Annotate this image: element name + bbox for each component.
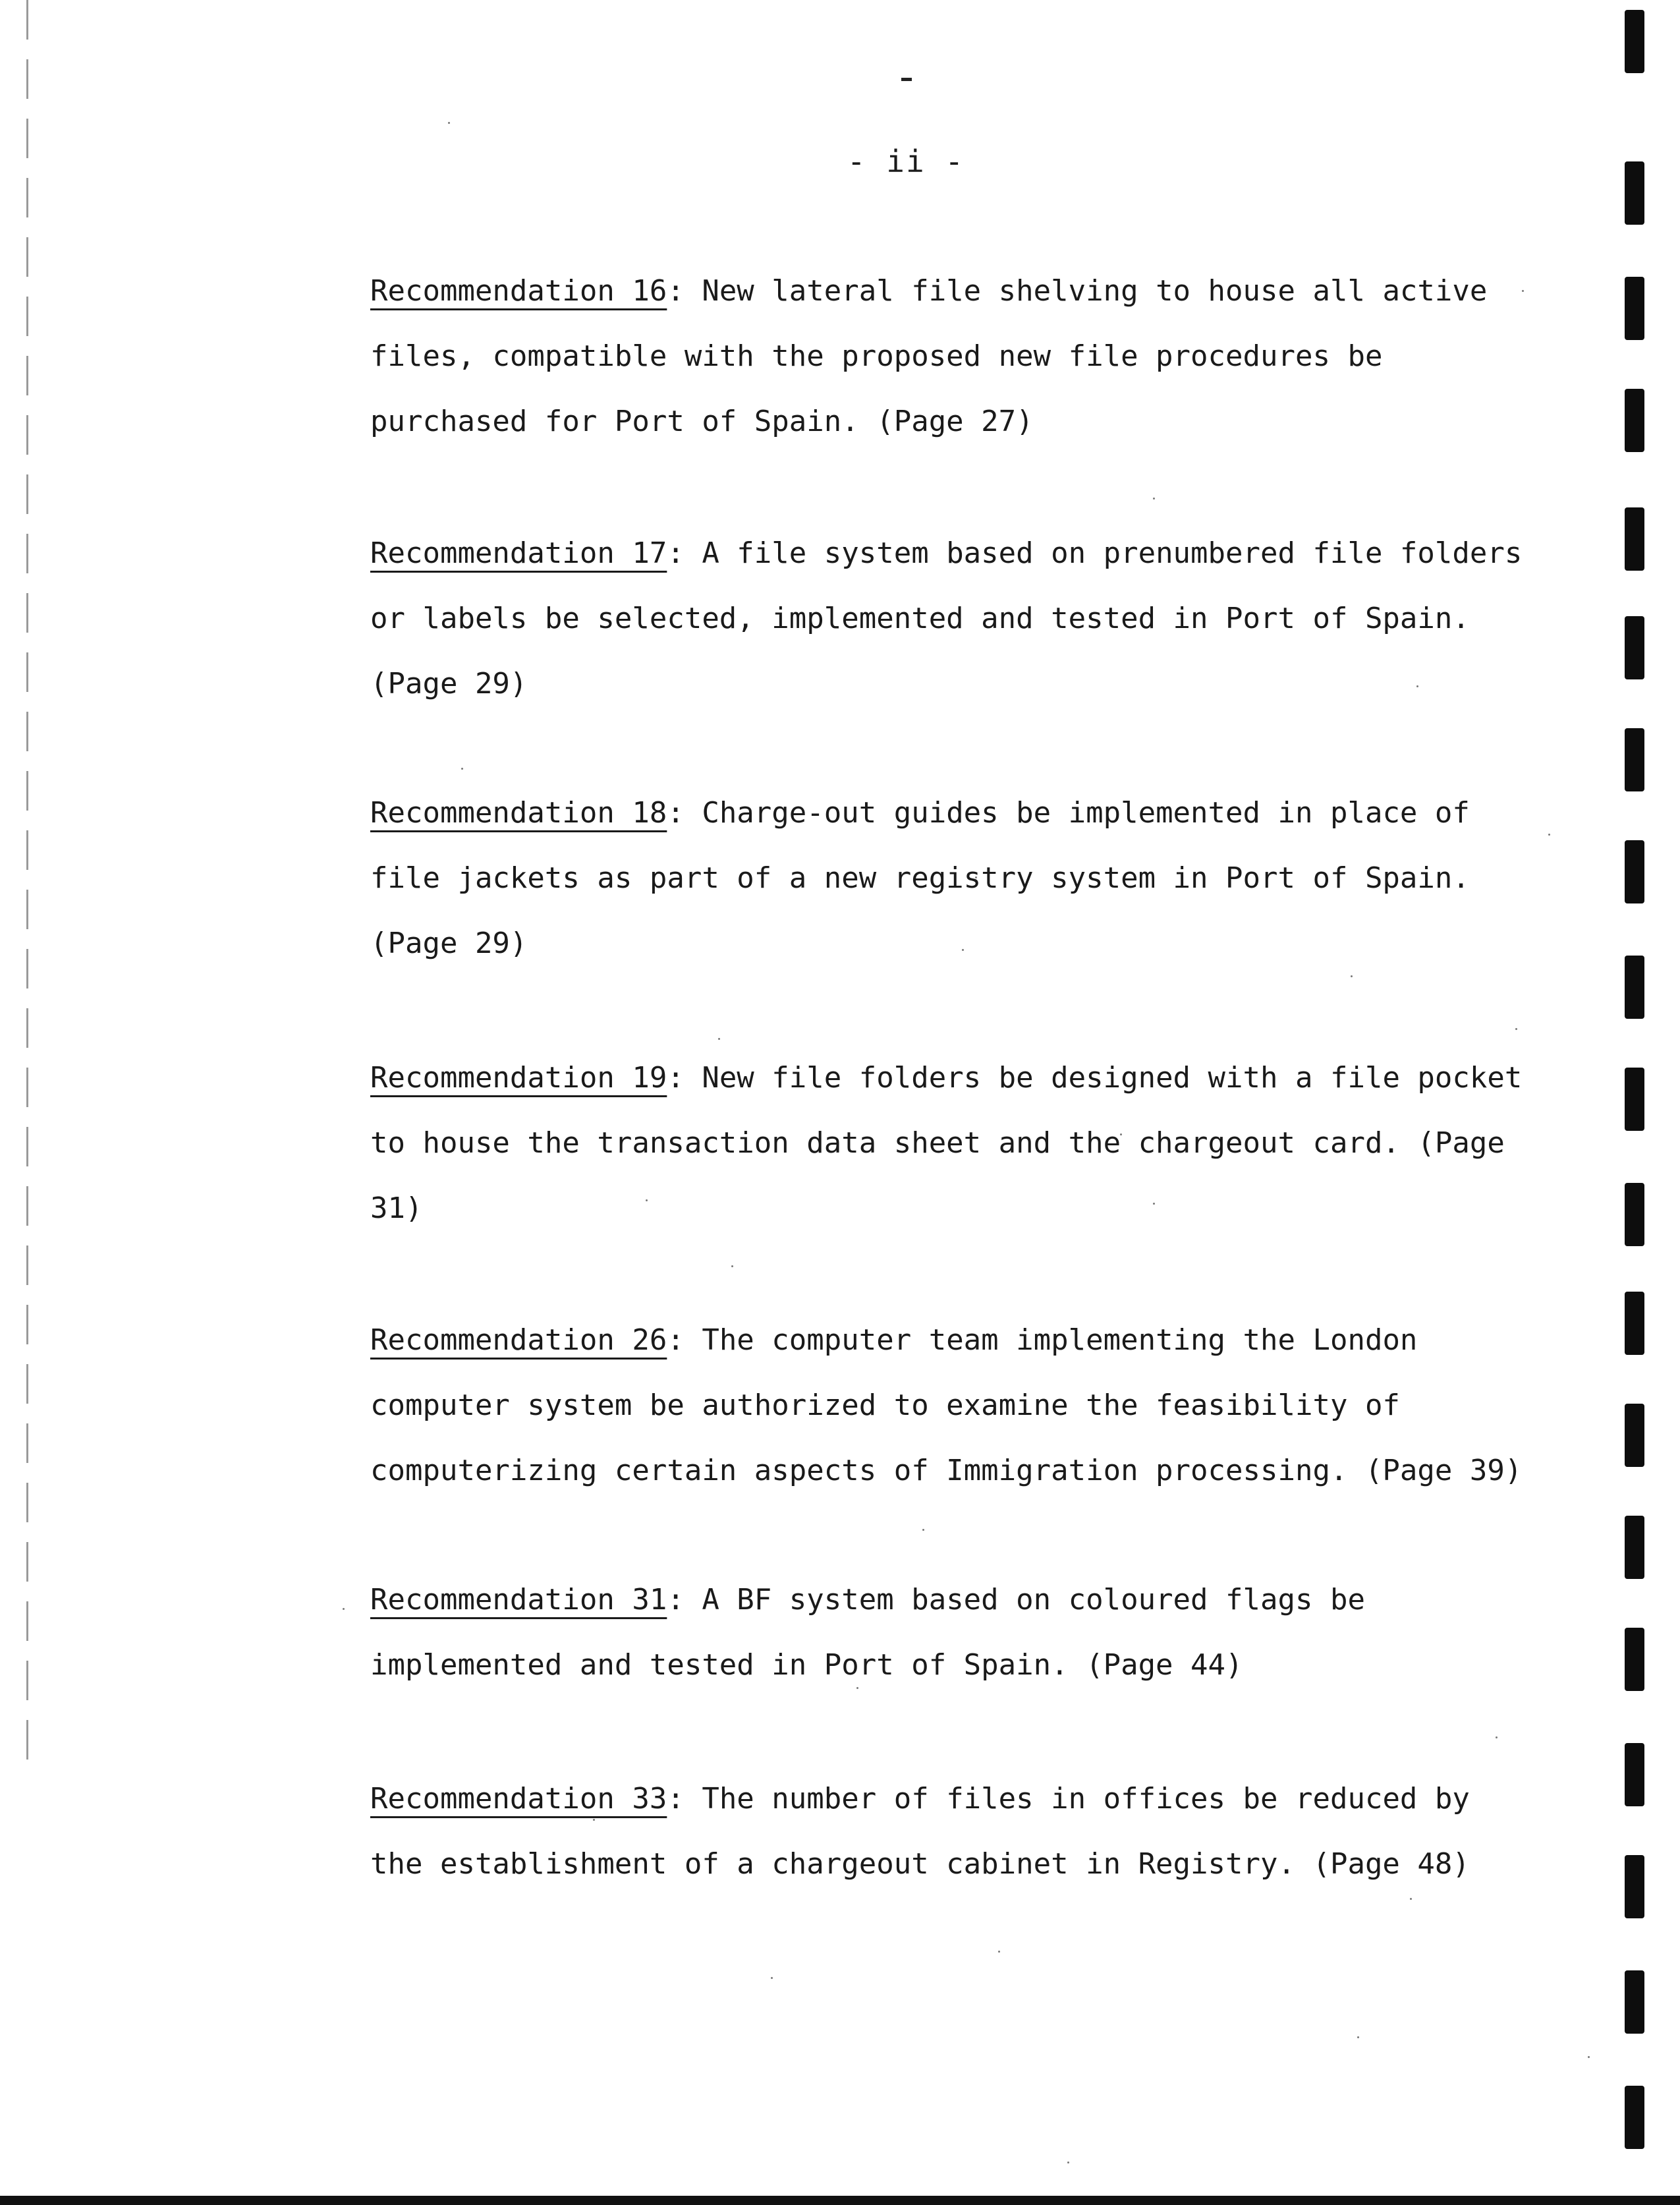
recommendation-text: (Page 29) <box>370 927 528 960</box>
scan-speck <box>448 122 450 124</box>
recommendation-text: implemented and tested in Port of Spain. (Page 44) <box>370 1648 1243 1682</box>
recommendation-first-line <box>370 258 1488 324</box>
recommendation-text: or labels be selected, implemented and tested in Port of Spain. <box>370 602 1470 635</box>
recommendation-text: (Page 29) <box>370 667 528 701</box>
scan-speck <box>718 1038 720 1040</box>
scan-speck <box>1588 2056 1590 2058</box>
recommendation-text: computer system be authorized to examine the feasibility of <box>370 1389 1400 1422</box>
recommendation-text: 31) <box>370 1191 423 1225</box>
recommendation-19 <box>370 1045 1523 1241</box>
punch-mark <box>1625 1743 1644 1806</box>
punch-mark <box>1625 1404 1644 1467</box>
recommendation-text: : Charge-out guides be implemented in place of <box>667 796 1470 830</box>
recommendation-first-line <box>370 1307 1477 1373</box>
punch-mark <box>1625 277 1644 340</box>
punch-mark <box>1625 728 1644 791</box>
scan-speck <box>1548 834 1550 836</box>
recommendation-label: Recommendation 16 <box>370 274 667 308</box>
punch-mark <box>1625 1855 1644 1918</box>
recommendation-text: purchased for Port of Spain. (Page 27) <box>370 405 1034 438</box>
scan-speck <box>1496 1736 1498 1738</box>
recommendation-label: Recommendation 26 <box>370 1323 667 1357</box>
recommendation-text: : The computer team implementing the London <box>667 1323 1418 1357</box>
scan-speck <box>1522 290 1524 292</box>
recommendation-first-line <box>370 780 1477 845</box>
punch-mark <box>1625 389 1644 452</box>
scan-speck <box>1357 2036 1359 2038</box>
scan-speck <box>1410 1898 1412 1900</box>
recommendation-label: Recommendation 31 <box>370 1583 667 1617</box>
punch-mark <box>1625 507 1644 571</box>
recommendation-text: : The number of files in offices be reduced by <box>667 1782 1470 1816</box>
scan-speck <box>461 768 463 770</box>
punch-mark <box>1625 10 1644 73</box>
punch-mark <box>1625 840 1644 903</box>
punch-mark <box>1625 956 1644 1019</box>
scan-speck <box>1153 498 1155 500</box>
scan-speck <box>771 1977 773 1979</box>
scan-bottom-border <box>0 2196 1680 2205</box>
recommendation-text: : A file system based on prenumbered file folders <box>667 536 1523 570</box>
recommendation-16 <box>370 258 1488 454</box>
punch-mark <box>1625 2086 1644 2149</box>
recommendation-first-line <box>370 521 1523 586</box>
scan-speck <box>731 1265 733 1267</box>
punch-mark <box>1625 1970 1644 2034</box>
scan-mark <box>901 78 912 81</box>
recommendation-first-line <box>370 1567 1477 1632</box>
punch-mark <box>1625 1183 1644 1246</box>
punch-mark <box>1625 1292 1644 1355</box>
scan-left-edge <box>26 0 28 1779</box>
recommendation-label: Recommendation 33 <box>370 1782 667 1816</box>
recommendation-31 <box>370 1567 1477 1698</box>
scan-speck <box>998 1951 1000 1953</box>
recommendation-text: : New file folders be designed with a file pocket <box>667 1061 1523 1095</box>
recommendation-text: files, compatible with the proposed new file procedures be <box>370 339 1383 373</box>
recommendation-text: : A BF system based on coloured flags be <box>667 1583 1365 1617</box>
punch-mark <box>1625 1516 1644 1579</box>
recommendation-text: file jackets as part of a new registry system in Port of Spain. <box>370 861 1470 895</box>
punch-mark <box>1625 1068 1644 1131</box>
recommendation-label: Recommendation 17 <box>370 536 667 570</box>
recommendation-text: computerizing certain aspects of Immigration processing. (Page 39) <box>370 1454 1523 1487</box>
recommendation-33 <box>370 1766 1477 1897</box>
recommendation-label: Recommendation 18 <box>370 796 667 830</box>
recommendation-text: the establishment of a chargeout cabinet in Registry. (Page 48) <box>370 1847 1470 1881</box>
scan-speck <box>922 1529 924 1531</box>
page-number: - ii - <box>847 144 965 179</box>
recommendation-text: to house the transaction data sheet and the chargeout card. (Page <box>370 1126 1505 1160</box>
scan-speck <box>343 1608 345 1610</box>
recommendation-17 <box>370 521 1523 716</box>
scan-speck <box>1515 1028 1517 1030</box>
punch-mark <box>1625 616 1644 679</box>
recommendation-18 <box>370 780 1477 976</box>
recommendation-first-line <box>370 1045 1523 1110</box>
recommendation-label: Recommendation 19 <box>370 1061 667 1095</box>
punch-mark <box>1625 1628 1644 1691</box>
recommendation-first-line <box>370 1766 1477 1831</box>
recommendation-text: : New lateral file shelving to house all active <box>667 274 1488 308</box>
scan-speck <box>1067 2162 1069 2163</box>
recommendation-26 <box>370 1307 1523 1503</box>
